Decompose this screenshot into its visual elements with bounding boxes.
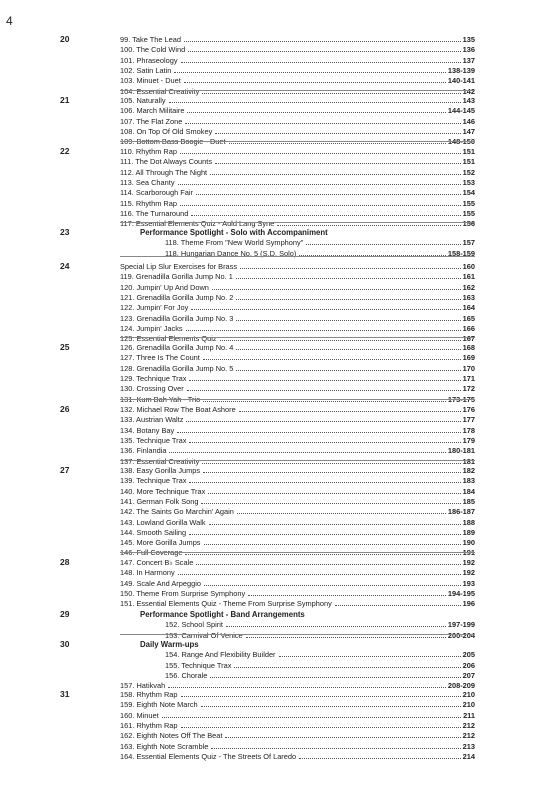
entry-title: 162. Eighth Notes Off The Beat (120, 731, 223, 741)
dot-leader (162, 717, 461, 718)
dot-leader (299, 758, 461, 759)
toc-entry[interactable] (120, 711, 475, 720)
section-divider (120, 256, 475, 257)
toc-entry[interactable] (120, 127, 475, 136)
dot-leader (277, 225, 460, 226)
toc-entry[interactable] (120, 497, 475, 506)
section-divider (120, 399, 475, 400)
toc-entry[interactable] (120, 45, 475, 54)
entry-title: 129. Technique Trax (120, 373, 187, 383)
entry-page-range: 192 (462, 558, 475, 567)
entry-page-range: 158-159 (447, 248, 475, 258)
entry-page-range: 148-150 (447, 137, 475, 147)
dot-leader (204, 585, 461, 586)
entry-title: 146. Full Coverage (120, 548, 183, 558)
page-number: 4 (6, 14, 13, 28)
entry-page-range: 179 (462, 435, 475, 445)
entry-title: 118. Hungarian Dance No. 5 (S.D. Solo) (165, 248, 297, 258)
dot-leader (202, 93, 460, 94)
entry-title: 131. Kum Bah Yah - Trio (120, 394, 201, 404)
toc-entry[interactable] (120, 157, 475, 166)
entry-page-range: 153 (462, 177, 475, 187)
entry-page-range: 194-195 (447, 588, 475, 598)
toc-entry[interactable] (165, 661, 475, 670)
dot-leader (209, 524, 461, 525)
entry-title: 104. Essential Creativity (120, 86, 200, 96)
toc-entry[interactable] (120, 721, 475, 730)
entry-title: 142. The Saints Go Marchin' Again (120, 507, 234, 517)
toc-entry[interactable] (120, 700, 475, 709)
dot-leader (177, 432, 460, 433)
toc-entry[interactable] (120, 314, 475, 323)
entry-page-range: 197-199 (447, 620, 475, 630)
toc-entry[interactable] (120, 324, 475, 333)
entry-title: Special Lip Slur Exercises for Brass (120, 262, 238, 271)
entry-title: 99. Take The Lead (120, 35, 181, 44)
toc-entry[interactable] (120, 334, 475, 343)
lesson-page-number: 22 (60, 146, 70, 156)
entry-title: 112. All Through The Night (120, 167, 208, 177)
toc-entry[interactable] (120, 353, 475, 362)
entry-page-range: 160 (462, 262, 475, 271)
section-divider (120, 552, 475, 553)
entry-page-range: 192 (462, 568, 475, 578)
entry-page-range: 147 (462, 126, 475, 136)
dot-leader (236, 299, 460, 300)
toc-entry[interactable] (120, 199, 475, 208)
toc-entry[interactable] (120, 219, 475, 228)
dot-leader (169, 452, 445, 453)
section-divider (120, 90, 475, 91)
dot-leader (236, 370, 460, 371)
dot-leader (237, 513, 446, 514)
entry-page-range: 168 (462, 343, 475, 352)
entry-title: 161. Rhythm Rap (120, 720, 178, 730)
entry-page-range: 151 (462, 147, 475, 156)
entry-title: 149. Scale And Arpeggio (120, 578, 201, 588)
dot-leader (184, 82, 446, 83)
toc-entry[interactable] (120, 487, 475, 496)
lesson-page-number: 25 (60, 342, 70, 352)
entry-page-range: 171 (462, 373, 475, 383)
dot-leader (186, 330, 461, 331)
toc-entry[interactable] (120, 303, 475, 312)
toc-entry[interactable] (120, 518, 475, 527)
entry-page-range: 210 (462, 700, 475, 710)
toc-entry[interactable] (120, 272, 475, 281)
toc-entry[interactable] (165, 650, 475, 659)
entry-title: 111. The Dot Always Counts (120, 157, 213, 167)
dot-leader (220, 340, 461, 341)
entry-page-range: 186-187 (447, 507, 475, 517)
dot-leader (236, 278, 461, 279)
entry-page-range: 165 (462, 313, 475, 323)
dot-leader (210, 677, 460, 678)
entry-title: 152. School Spirit (165, 620, 223, 630)
entry-title: 107. The Flat Zone (120, 116, 183, 126)
lesson-page-number: 20 (60, 34, 70, 44)
entry-title: 133. Austrian Waltz (120, 415, 184, 425)
dot-leader (211, 748, 460, 749)
entry-page-range: 155 (462, 208, 475, 218)
entry-page-range: 155 (462, 198, 475, 208)
entry-page-range: 177 (462, 415, 475, 425)
dot-leader (188, 51, 460, 52)
entry-title: 123. Grenadilla Gorilla Jump No. 3 (120, 313, 234, 323)
lesson-page-number: 30 (60, 639, 70, 649)
entry-title: 126. Grenadilla Gorilla Jump No. 4 (120, 343, 234, 352)
toc-entry[interactable] (120, 405, 475, 414)
dot-leader (189, 534, 461, 535)
lesson-page-number: 23 (60, 227, 70, 237)
toc-entry[interactable] (120, 538, 475, 547)
dot-leader (187, 390, 461, 391)
section-heading: Daily Warm-ups (140, 640, 199, 649)
toc-entry[interactable] (120, 599, 475, 608)
dot-leader (210, 174, 461, 175)
dot-leader (306, 244, 460, 245)
entry-title: 115. Rhythm Rap (120, 198, 177, 208)
toc-entry[interactable] (120, 690, 475, 699)
section-divider (120, 222, 475, 223)
entry-page-range: 157 (462, 238, 475, 248)
entry-page-range: 173-175 (447, 394, 475, 404)
entry-page-range: 152 (462, 167, 475, 177)
dot-leader (187, 112, 445, 113)
entry-title: 102. Satin Latin (120, 65, 172, 75)
toc-entry[interactable] (120, 589, 475, 598)
dot-leader (169, 102, 461, 103)
section-heading: Performance Spotlight - Band Arrangements (140, 610, 305, 619)
section-heading: Performance Spotlight - Solo with Accompaniment (140, 228, 328, 237)
entry-page-range: 161 (462, 272, 475, 282)
toc-entry[interactable] (120, 364, 475, 373)
toc-entry[interactable] (120, 56, 475, 65)
entry-page-range: 206 (462, 660, 475, 670)
entry-page-range: 138-139 (447, 65, 475, 75)
section-divider (120, 337, 475, 338)
dot-leader (225, 737, 460, 738)
dot-leader (178, 184, 461, 185)
entry-title: 137. Essential Creativity (120, 456, 200, 466)
entry-page-range: 182 (462, 466, 475, 475)
entry-title: 117. Essential Elements Quiz - Auld Lang Syne (120, 219, 275, 229)
entry-title: 120. Jumpin' Up And Down (120, 282, 209, 292)
entry-title: 144. Smooth Sailing (120, 527, 187, 537)
entry-title: 121. Grenadilla Gorilla Jump No. 2 (120, 292, 234, 302)
toc-entry[interactable] (120, 106, 475, 115)
entry-page-range: 200-204 (447, 630, 475, 640)
entry-page-range: 143 (462, 96, 475, 105)
dot-leader (212, 289, 461, 290)
entry-title: 132. Michael Row The Boat Ashore (120, 405, 236, 414)
toc-entry[interactable] (120, 283, 475, 292)
entry-page-range: 140-141 (447, 76, 475, 86)
toc-entry[interactable] (120, 178, 475, 187)
dot-leader (180, 205, 461, 206)
toc-entry[interactable] (120, 457, 475, 466)
entry-title: 155. Technique Trax (165, 660, 232, 670)
entry-page-range: 189 (462, 527, 475, 537)
entry-page-range: 146 (462, 116, 475, 126)
lesson-page-number: 28 (60, 557, 70, 567)
entry-title: 154. Range And Flexibility Builder (165, 650, 276, 660)
entry-title: 135. Technique Trax (120, 435, 187, 445)
entry-title: 163. Eighth Note Scramble (120, 741, 209, 751)
entry-page-range: 193 (462, 578, 475, 588)
dot-leader (201, 503, 460, 504)
toc-entry[interactable] (165, 620, 475, 629)
toc-entry[interactable] (120, 168, 475, 177)
dot-leader (186, 421, 460, 422)
toc-entry[interactable] (120, 446, 475, 455)
toc-entry[interactable] (165, 631, 475, 640)
dot-leader (189, 380, 460, 381)
entry-title: 114. Scarborough Fair (120, 188, 193, 198)
entry-title: 148. In Harmony (120, 568, 175, 578)
entry-page-range: 162 (462, 282, 475, 292)
toc-entry[interactable] (120, 681, 475, 690)
lesson-page-number: 24 (60, 261, 70, 271)
toc-entry[interactable] (120, 466, 475, 475)
entry-title: 134. Botany Bay (120, 425, 175, 435)
entry-title: 158. Rhythm Rap (120, 690, 178, 699)
entry-page-range: 172 (462, 384, 475, 394)
entry-title: 138. Easy Gorilla Jumps (120, 466, 201, 475)
dot-leader (248, 595, 446, 596)
lesson-page-number: 29 (60, 609, 70, 619)
entry-page-range: 207 (462, 670, 475, 680)
entry-title: 156. Chorale (165, 670, 208, 680)
entry-title: 153. Carnival Of Venice (165, 630, 243, 640)
toc-entry[interactable] (120, 262, 475, 271)
toc-entry[interactable] (120, 66, 475, 75)
toc-entry[interactable] (120, 384, 475, 393)
toc-entry[interactable] (120, 558, 475, 567)
entry-title: 110. Rhythm Rap (120, 147, 177, 156)
entry-title: 101. Phraseology (120, 55, 178, 65)
entry-title: 108. On Top Of Old Smokey (120, 126, 213, 136)
section-divider (120, 634, 475, 635)
toc-entry[interactable] (120, 507, 475, 516)
dot-leader (201, 706, 461, 707)
dot-leader (185, 123, 460, 124)
toc-entry[interactable] (120, 147, 475, 156)
entry-title: 103. Minuet - Duet (120, 76, 181, 86)
entry-page-range: 136 (462, 45, 475, 55)
entry-page-range: 176 (462, 405, 475, 414)
toc-entry[interactable] (120, 343, 475, 352)
dot-leader (240, 268, 461, 269)
toc-entry[interactable] (120, 188, 475, 197)
entry-title: 124. Jumpin' Jacks (120, 323, 183, 333)
dot-leader (180, 153, 461, 154)
dot-leader (239, 411, 461, 412)
toc-entry[interactable] (120, 528, 475, 537)
dot-leader (191, 309, 460, 310)
entry-page-range: 196 (462, 599, 475, 609)
entry-page-range: 213 (462, 741, 475, 751)
entry-page-range: 183 (462, 476, 475, 486)
dot-leader (174, 72, 446, 73)
dot-leader (236, 320, 460, 321)
entry-page-range: 212 (462, 731, 475, 741)
toc-entry[interactable] (120, 87, 475, 96)
entry-page-range: 188 (462, 517, 475, 527)
entry-title: 100. The Cold Wind (120, 45, 186, 55)
dot-leader (191, 215, 460, 216)
entry-title: 127. Three Is The Count (120, 353, 200, 363)
toc-entry[interactable] (120, 742, 475, 751)
dot-leader (246, 637, 446, 638)
dot-leader (189, 442, 460, 443)
entry-page-range: 156 (462, 219, 475, 229)
dot-leader (168, 687, 446, 688)
toc-entry[interactable] (165, 671, 475, 680)
dot-leader (196, 564, 460, 565)
entry-page-range: 135 (462, 35, 475, 44)
entry-title: 116. The Turnaround (120, 208, 189, 218)
dot-leader (196, 194, 461, 195)
toc-entry[interactable] (120, 35, 475, 44)
entry-page-range: 191 (462, 548, 475, 558)
toc-entry[interactable] (120, 476, 475, 485)
dot-leader (181, 727, 461, 728)
toc-entry[interactable] (120, 752, 475, 761)
toc-entry[interactable] (120, 96, 475, 105)
entry-page-range: 208-209 (447, 681, 475, 691)
toc-entry[interactable] (120, 209, 475, 218)
entry-page-range: 167 (462, 334, 475, 344)
entry-title: 125. Essential Elements Quiz (120, 334, 217, 344)
entry-page-range: 212 (462, 720, 475, 730)
toc-entry[interactable] (120, 436, 475, 445)
entry-title: 150. Theme From Surprise Symphony (120, 588, 246, 598)
toc-entry[interactable] (120, 293, 475, 302)
toc-entry[interactable] (120, 415, 475, 424)
entry-title: 136. Finlandia (120, 446, 167, 456)
toc-entry[interactable] (120, 579, 475, 588)
entry-page-range: 178 (462, 425, 475, 435)
entry-title: 122. Jumpin' For Joy (120, 303, 189, 313)
entry-page-range: 180-181 (447, 446, 475, 456)
entry-title: 106. March Militaire (120, 106, 185, 116)
dot-leader (202, 463, 460, 464)
toc-entry[interactable] (165, 238, 475, 247)
entry-page-range: 211 (463, 710, 475, 720)
dot-leader (204, 544, 461, 545)
entry-page-range: 144-145 (447, 106, 475, 116)
lesson-page-number: 27 (60, 465, 70, 475)
entry-title: 109. Bottom Bass Boogie - Duet (120, 137, 226, 147)
entry-title: 159. Eighth Note March (120, 700, 198, 710)
dot-leader (181, 696, 461, 697)
toc-entry[interactable] (120, 374, 475, 383)
entry-page-range: 185 (462, 496, 475, 506)
entry-page-range: 166 (462, 323, 475, 333)
section-divider (120, 460, 475, 461)
entry-title: 143. Lowland Gorilla Walk (120, 517, 206, 527)
entry-title: 140. More Technique Trax (120, 486, 206, 496)
dot-leader (178, 574, 461, 575)
entry-page-range: 190 (462, 538, 475, 548)
entry-title: 139. Technique Trax (120, 476, 187, 486)
entry-title: 164. Essential Elements Quiz - The Streets Of Laredo (120, 751, 297, 761)
lesson-page-number: 21 (60, 95, 70, 105)
dot-leader (279, 656, 461, 657)
entry-page-range: 181 (462, 456, 475, 466)
entry-title: 130. Crossing Over (120, 384, 184, 394)
lesson-page-number: 26 (60, 404, 70, 414)
dot-leader (335, 605, 461, 606)
section-divider (120, 141, 475, 142)
entry-page-range: 163 (462, 292, 475, 302)
entry-title: 147. Concert B♭ Scale (120, 558, 194, 567)
entry-title: 113. Sea Chanty (120, 177, 175, 187)
entry-title: 119. Grenadilla Gorilla Jump No. 1 (120, 272, 233, 282)
dot-leader (184, 41, 461, 42)
entry-title: 128. Grenadilla Gorilla Jump No. 5 (120, 363, 234, 373)
entry-page-range: 137 (462, 55, 475, 65)
entry-page-range: 164 (462, 303, 475, 313)
toc-entry[interactable] (120, 117, 475, 126)
toc-entry[interactable] (120, 731, 475, 740)
entry-title: 118. Theme From "New World Symphony" (165, 238, 304, 248)
entry-page-range: 142 (462, 86, 475, 96)
dot-leader (208, 493, 460, 494)
entry-page-range: 214 (462, 751, 475, 761)
entry-title: 160. Minuet (120, 710, 159, 720)
entry-title: 145. More Gorilla Jumps (120, 538, 201, 548)
entry-page-range: 210 (462, 690, 475, 699)
dot-leader (234, 667, 460, 668)
toc-entry[interactable] (120, 568, 475, 577)
toc-entry[interactable] (120, 76, 475, 85)
lesson-page-number: 31 (60, 689, 70, 699)
toc-entry[interactable] (120, 426, 475, 435)
entry-page-range: 184 (462, 486, 475, 496)
entry-page-range: 170 (462, 363, 475, 373)
entry-title: 141. German Folk Song (120, 496, 199, 506)
entry-title: 105. Naturally (120, 96, 166, 105)
dot-leader (236, 349, 460, 350)
dot-leader (215, 133, 460, 134)
entry-title: 157. Hatikvah (120, 681, 166, 691)
dot-leader (229, 143, 446, 144)
dot-leader (185, 554, 460, 555)
dot-leader (203, 472, 461, 473)
entry-page-range: 169 (462, 353, 475, 363)
entry-page-range: 154 (462, 188, 475, 198)
entry-page-range: 205 (462, 650, 475, 660)
dot-leader (181, 62, 461, 63)
dot-leader (203, 359, 461, 360)
dot-leader (189, 482, 460, 483)
entry-page-range: 151 (462, 157, 475, 167)
entry-title: 151. Essential Elements Quiz - Theme From Surprise Symphony (120, 599, 332, 609)
dot-leader (226, 626, 446, 627)
dot-leader (203, 401, 446, 402)
dot-leader (215, 163, 461, 164)
